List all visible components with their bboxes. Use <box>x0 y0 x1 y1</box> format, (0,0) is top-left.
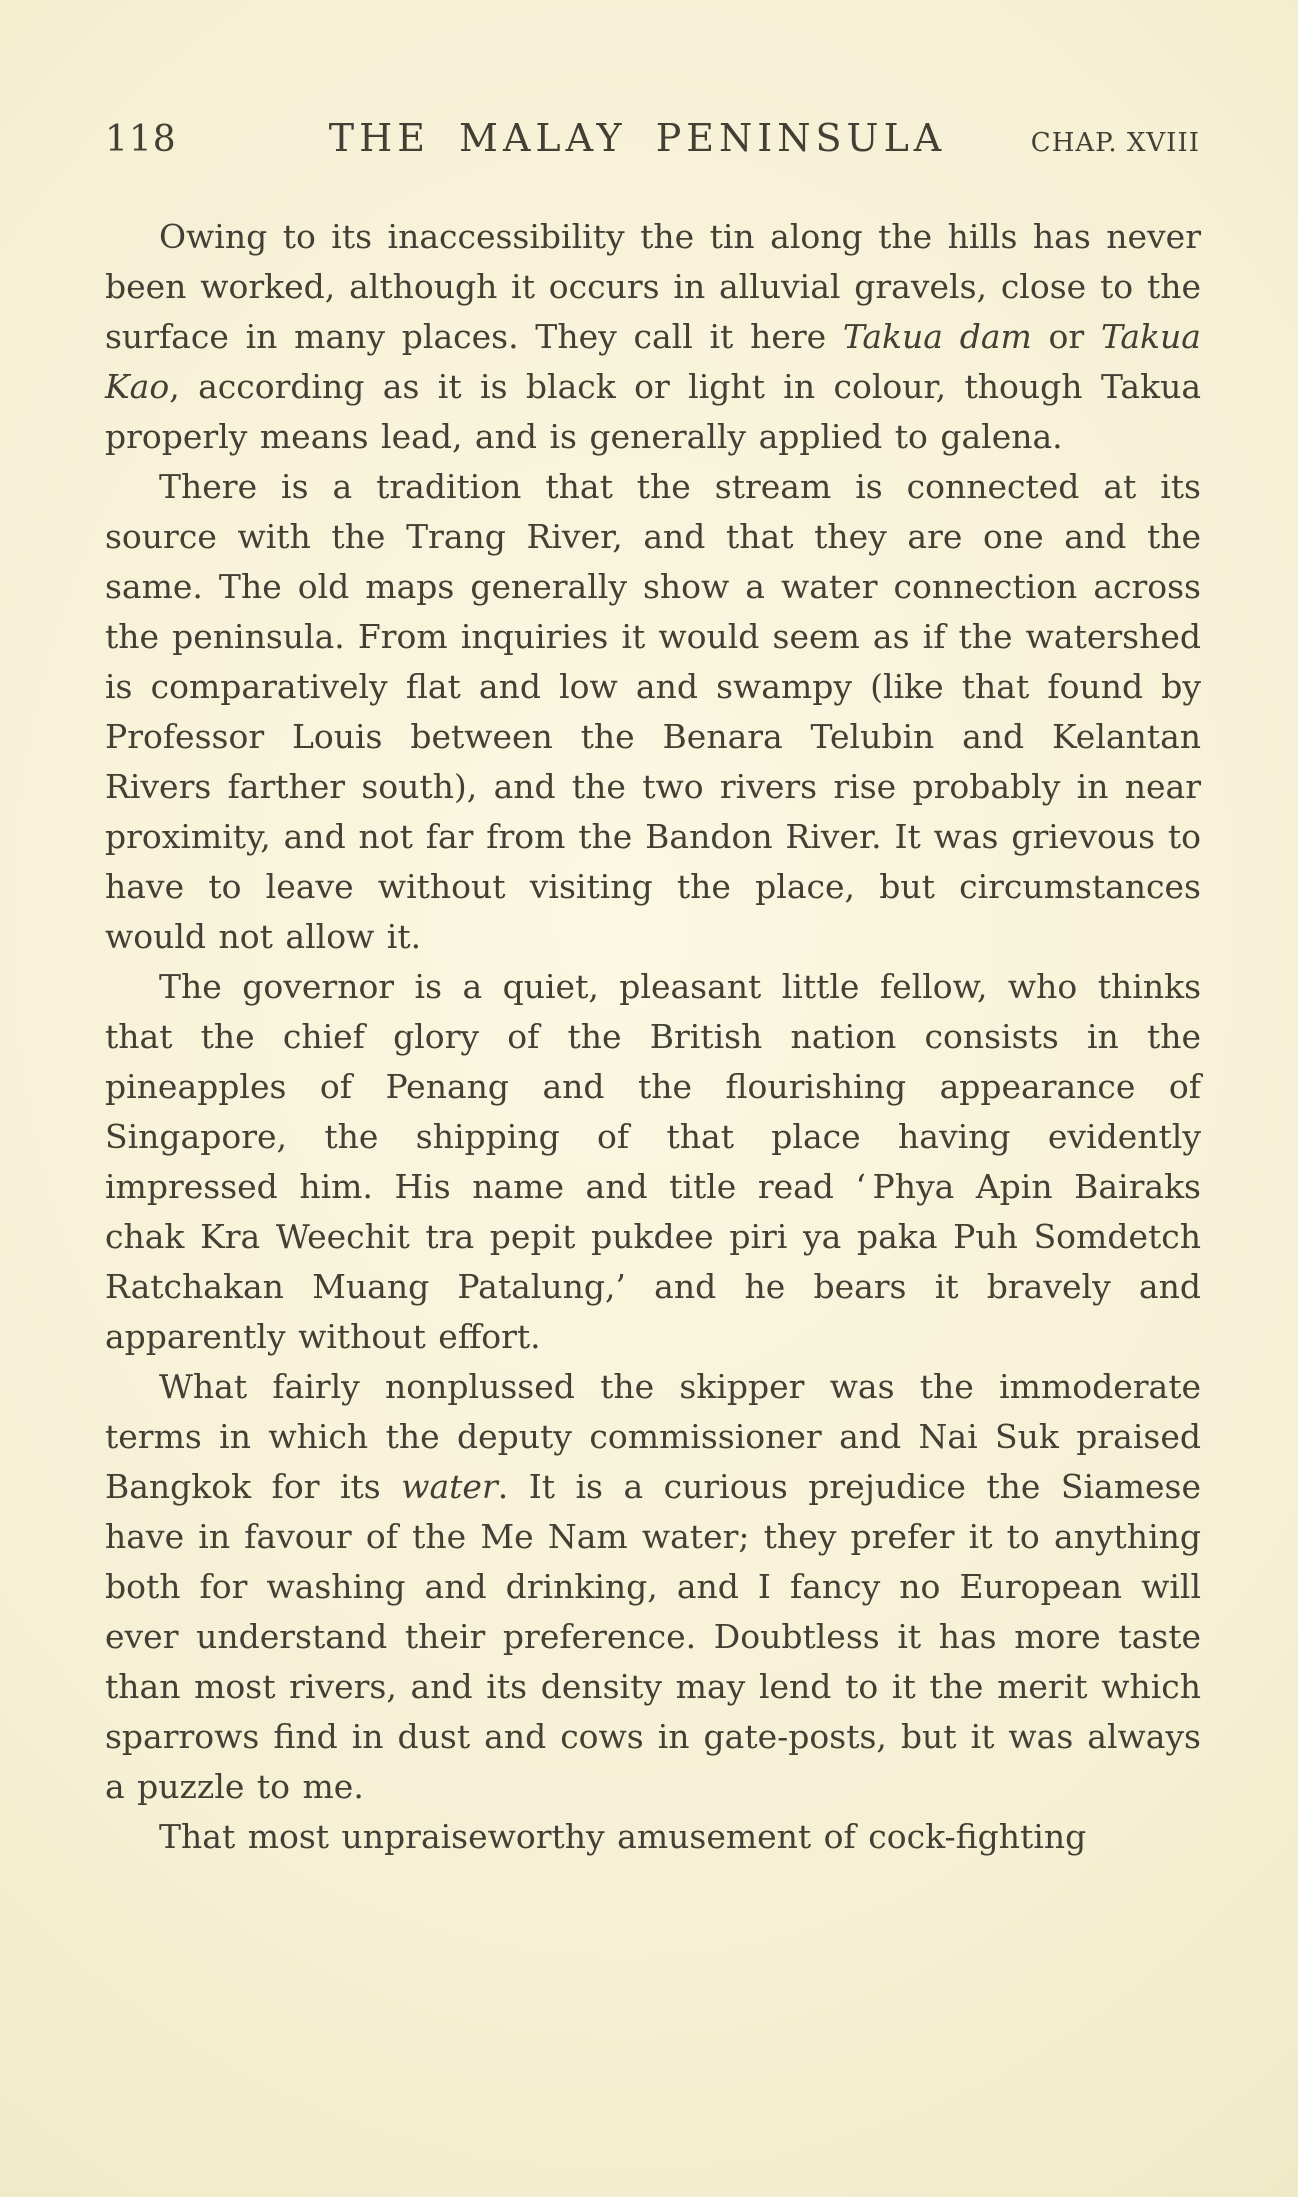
running-title: THE MALAY PENINSULA <box>328 116 947 160</box>
paragraph-4: What fairly nonplussed the skipper was the immoderate terms in which the deputy commissioner and Nai Suk praised Bangkok for its water. It is a curious prejudice the Siamese have in favour of the Me Nam water; they prefer it to anything both for washing and drinking, and I fancy no European will ever understand their preference. Doubtless it has more taste than most rivers, and its density may lend to it the merit which sparrows find in dust and cows in gate-posts, but it was always a puzzle to me. <box>105 1367 1201 1806</box>
page-number: 118 <box>105 119 177 160</box>
paragraph-1: Owing to its inaccessibility the tin along the hills has never been worked, although it occurs in alluvial gravels, close to the surface in many places. They call it here Takua dam or Takua Kao, according as it is black or light in colour, though Takua properly means lead, and is generally applied to galena. <box>105 217 1201 456</box>
paragraph-2: There is a tradition that the stream is connected at its source with the Trang River, and that they are one and the same. The old maps generally show a water connection across the peninsula. From inquiries it would seem as if the watershed is comparatively flat and low and swampy (like that found by Professor Louis between the Benara Telubin and Kelantan Rivers farther south), and the two rivers rise probably in near proximity, and not far from the Bandon River. It was grievous to have to leave without visiting the place, but circumstances would not allow it. <box>105 467 1201 956</box>
paragraph-5: That most unpraiseworthy amusement of cock-fighting <box>159 1817 1087 1856</box>
chapter-label: CHAP. XVIII <box>1030 128 1200 158</box>
page-header <box>0 0 1298 160</box>
page-body <box>105 212 1201 1862</box>
paragraph-3: The governor is a quiet, pleasant little fellow, who thinks that the chief glory of the British nation consists in the pineapples of Penang and the flourishing appearance of Singapore, the shipping of that place having evidently impressed him. His name and title read ‘ Phya Apin Bairaks chak Kra Weechit tra pepit pukdee piri ya paka Puh Somdetch Ratchakan Muang Patalung,’ and he bears it bravely and apparently without effort. <box>105 967 1201 1356</box>
